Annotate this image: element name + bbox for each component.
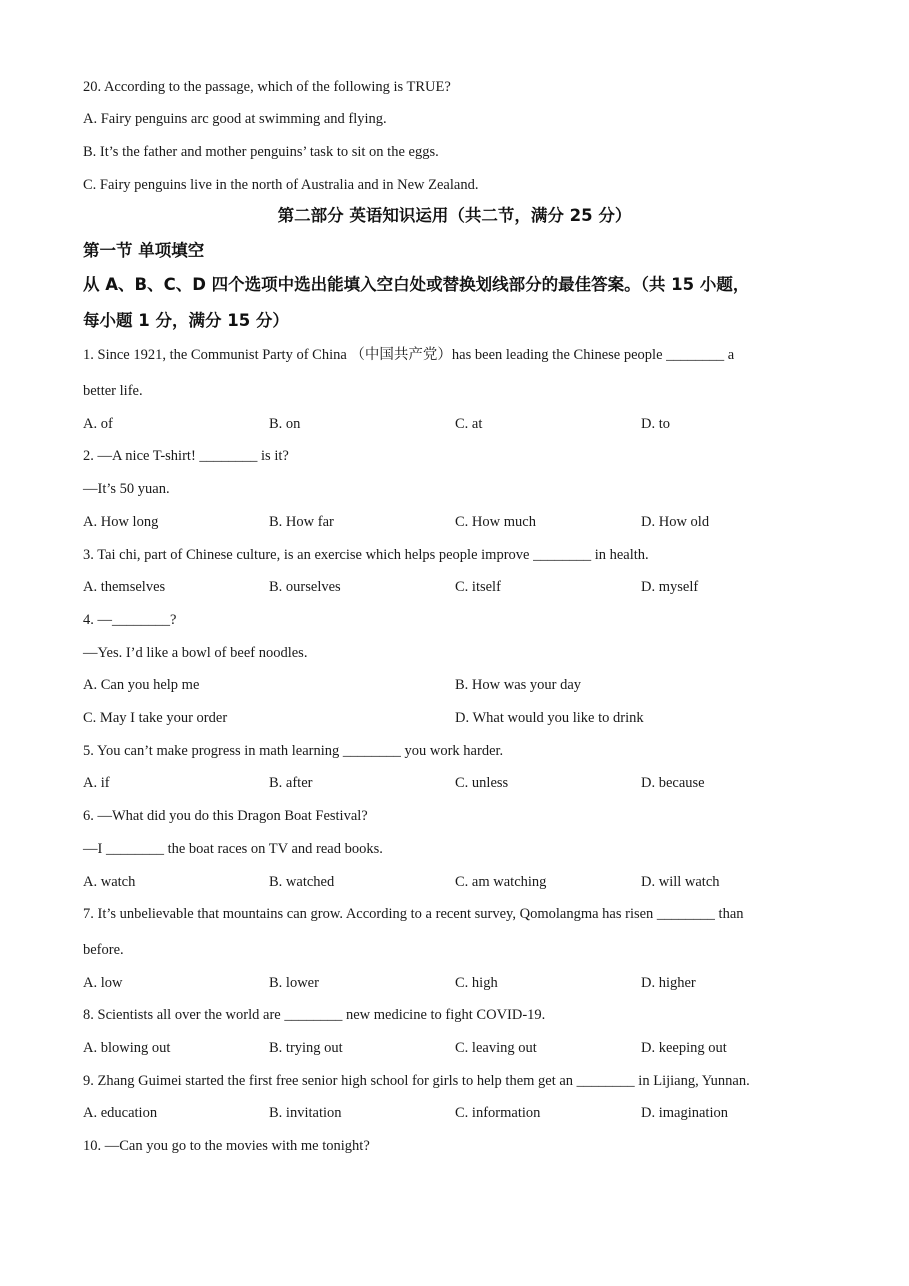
question-9-stem: 9. Zhang Guimei started the first free senior high school for girls to help them get an ________ in Lijiang, Yunnan. bbox=[83, 1073, 750, 1089]
question-6-reply: —I ________ the boat races on TV and read books. bbox=[83, 841, 383, 857]
question-1-option-b: B. on bbox=[269, 416, 301, 432]
question-2-option-a: A. How long bbox=[83, 514, 159, 530]
question-4-option-c: C. May I take your order bbox=[83, 710, 228, 726]
question-9-option-d: D. imagination bbox=[641, 1105, 728, 1121]
question-7-option-b: B. lower bbox=[269, 975, 319, 991]
question-5-stem: 5. You can’t make progress in math learning ________ you work harder. bbox=[83, 743, 504, 759]
question-5-option-c: C. unless bbox=[455, 775, 509, 791]
question-3-option-d: D. myself bbox=[641, 579, 699, 595]
question-1-stem: 1. Since 1921, the Communist Party of China （中国共产党）has been leading the Chinese people ________ a bbox=[83, 347, 735, 363]
instructions-line-2: 每小题 1 分，满分 15 分） bbox=[83, 311, 289, 330]
question-20-option-a: A. Fairy penguins arc good at swimming and flying. bbox=[83, 111, 387, 127]
question-10-stem: 10. —Can you go to the movies with me tonight? bbox=[83, 1138, 370, 1154]
question-1-option-c: C. at bbox=[455, 416, 483, 432]
question-7-stem: 7. It’s unbelievable that mountains can grow. According to a recent survey, Qomolangma has risen ________ than bbox=[83, 906, 744, 922]
question-20-stem: 20. According to the passage, which of the following is TRUE? bbox=[83, 79, 451, 95]
question-8-stem: 8. Scientists all over the world are ________ new medicine to fight COVID-19. bbox=[83, 1007, 546, 1023]
question-3-option-b: B. ourselves bbox=[269, 579, 341, 595]
question-2-reply: —It’s 50 yuan. bbox=[83, 481, 170, 497]
question-8-option-b: B. trying out bbox=[269, 1040, 343, 1056]
question-9-option-b: B. invitation bbox=[269, 1105, 342, 1121]
question-5-option-d: D. because bbox=[641, 775, 705, 791]
question-6-option-b: B. watched bbox=[269, 874, 335, 890]
question-8-option-a: A. blowing out bbox=[83, 1040, 171, 1056]
question-3-option-a: A. themselves bbox=[83, 579, 166, 595]
question-2-stem: 2. —A nice T-shirt! ________ is it? bbox=[83, 448, 289, 464]
question-7-option-c: C. high bbox=[455, 975, 498, 991]
question-3-option-c: C. itself bbox=[455, 579, 501, 595]
question-8-option-c: C. leaving out bbox=[455, 1040, 537, 1056]
question-9-option-a: A. education bbox=[83, 1105, 158, 1121]
question-2-option-c: C. How much bbox=[455, 514, 536, 530]
question-7-stem-cont: before. bbox=[83, 942, 124, 958]
question-1-option-a: A. of bbox=[83, 416, 113, 432]
question-4-option-a: A. Can you help me bbox=[83, 677, 200, 693]
part-two-heading: 第二部分 英语知识运用（共二节，满分 25 分） bbox=[277, 206, 632, 225]
question-4-option-d: D. What would you like to drink bbox=[455, 710, 644, 726]
question-3-stem: 3. Tai chi, part of Chinese culture, is an exercise which helps people improve ________ in health. bbox=[83, 547, 649, 563]
question-5-option-a: A. if bbox=[83, 775, 110, 791]
question-6-option-c: C. am watching bbox=[455, 874, 547, 890]
question-4-stem: 4. —________? bbox=[83, 612, 177, 628]
question-2-option-b: B. How far bbox=[269, 514, 334, 530]
question-5-option-b: B. after bbox=[269, 775, 313, 791]
question-20-option-c: C. Fairy penguins live in the north of Australia and in New Zealand. bbox=[83, 177, 479, 193]
question-1-option-d: D. to bbox=[641, 416, 670, 432]
question-2-option-d: D. How old bbox=[641, 514, 710, 530]
question-7-option-a: A. low bbox=[83, 975, 123, 991]
question-6-stem: 6. —What did you do this Dragon Boat Festival? bbox=[83, 808, 368, 824]
instructions-line-1: 从 A、B、C、D 四个选项中选出能填入空白处或替换划线部分的最佳答案。（共 15 小题， bbox=[83, 275, 750, 294]
question-7-option-d: D. higher bbox=[641, 975, 696, 991]
question-6-option-d: D. will watch bbox=[641, 874, 720, 890]
question-6-option-a: A. watch bbox=[83, 874, 136, 890]
question-20-option-b: B. It’s the father and mother penguins’ task to sit on the eggs. bbox=[83, 144, 439, 160]
section-one-heading: 第一节 单项填空 bbox=[83, 241, 205, 260]
question-4-reply: —Yes. I’d like a bowl of beef noodles. bbox=[83, 645, 308, 661]
question-4-option-b: B. How was your day bbox=[455, 677, 582, 693]
question-1-stem-cont: better life. bbox=[83, 383, 143, 399]
question-9-option-c: C. information bbox=[455, 1105, 541, 1121]
question-8-option-d: D. keeping out bbox=[641, 1040, 727, 1056]
